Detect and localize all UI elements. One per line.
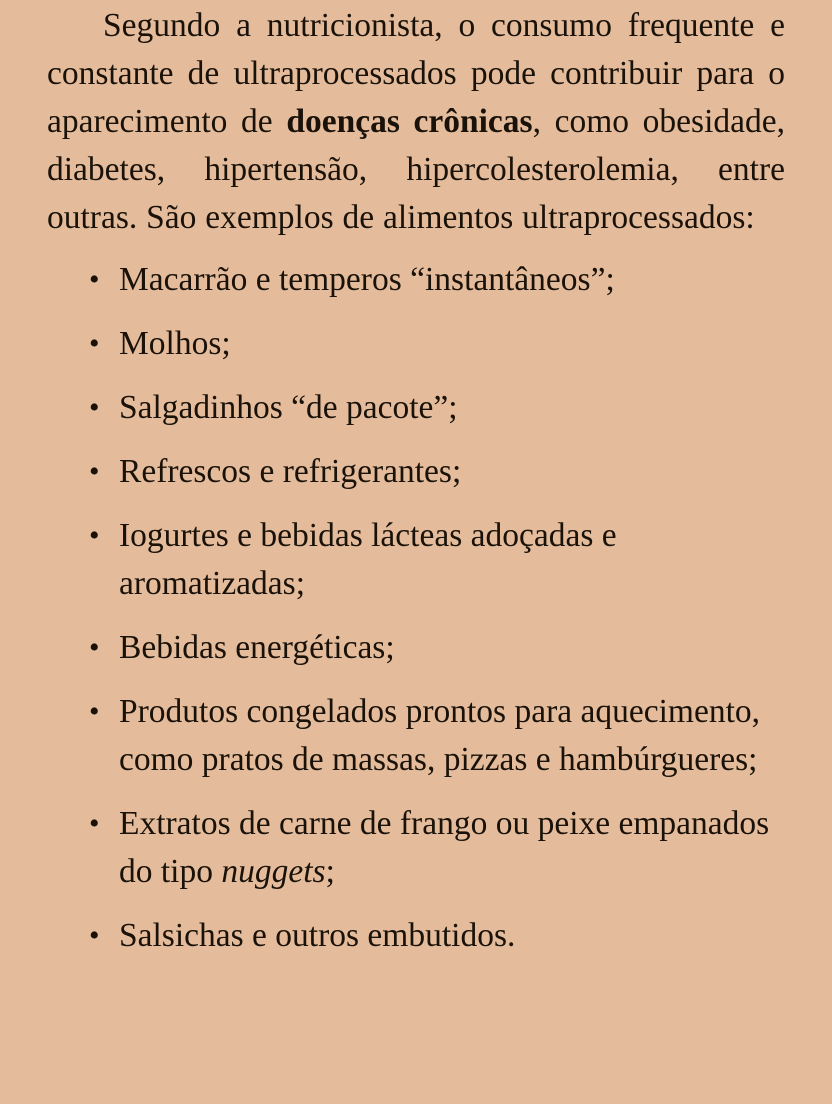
paragraph-tail-text: , como obesidade, diabetes, hipertensão, hipercolesterolemia, entre outras. São exemplos de alimentos ultraprocessados: xyxy=(47,103,785,236)
list-item-italic-term: nuggets xyxy=(221,853,326,890)
list-item-text: Refrescos e refrigerantes; xyxy=(119,453,462,490)
list-item xyxy=(47,800,785,896)
list-item-text: Molhos; xyxy=(119,325,231,362)
list-item-text: Salgadinhos “de pacote”; xyxy=(119,389,458,426)
list-item xyxy=(47,912,785,960)
list-item xyxy=(47,448,785,496)
list-item-text: Macarrão e temperos “instantâneos”; xyxy=(119,261,615,298)
bold-term-chronic-diseases: doenças crônicas xyxy=(286,103,533,140)
ultraprocessed-foods-list xyxy=(47,242,785,960)
list-item xyxy=(47,256,785,304)
list-item-text: Iogurtes e bebidas lácteas adoçadas e aromatizadas; xyxy=(119,517,617,602)
list-item-text: Bebidas energéticas; xyxy=(119,629,395,666)
list-item-text: Produtos congelados prontos para aquecimento, como pratos de massas, pizzas e hambúrgueres; xyxy=(119,693,760,778)
list-item xyxy=(47,688,785,784)
body-paragraph xyxy=(47,0,785,242)
list-item xyxy=(47,624,785,672)
list-item-text: Salsichas e outros embutidos. xyxy=(119,917,516,954)
paragraph-lead-text: Segundo a nutricionista, o consumo frequente e constante de ultraprocessados pode contribuir para o aparecimento de xyxy=(47,7,785,140)
list-item-text-after-italic: ; xyxy=(325,853,335,890)
list-item xyxy=(47,512,785,608)
list-item xyxy=(47,320,785,368)
list-item xyxy=(47,384,785,432)
list-item-text-before-italic: Extratos de carne de frango ou peixe empanados do tipo xyxy=(119,805,770,890)
